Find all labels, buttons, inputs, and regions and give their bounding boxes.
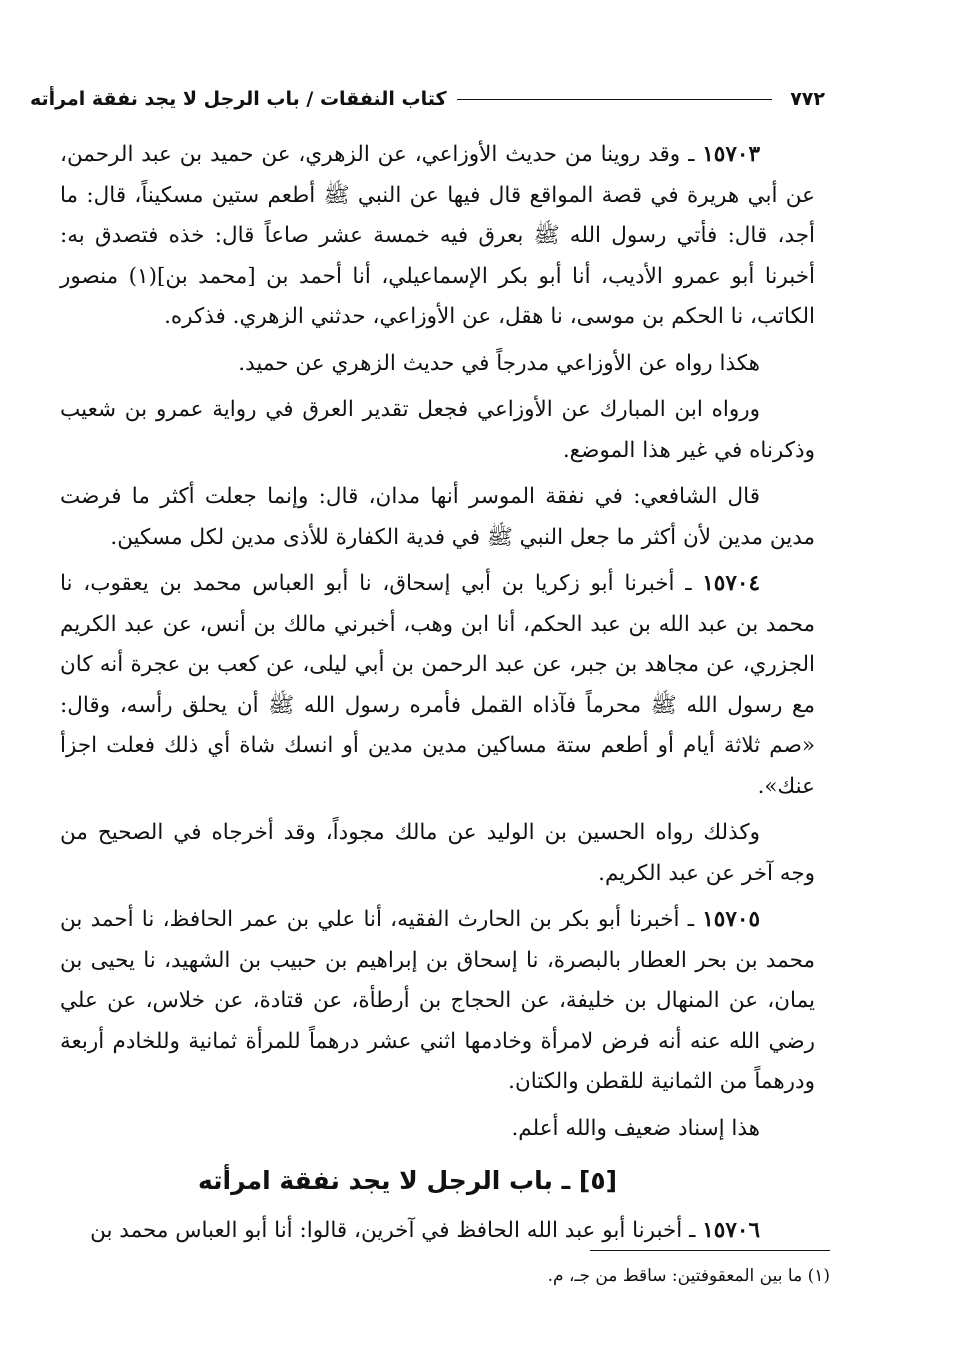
chapter-title: كتاب النفقات / باب الرجل لا يجد نفقة امرأته: [30, 88, 447, 110]
hadith-number: ١٥٧٠٦: [702, 1218, 760, 1243]
hadith-text: ـ أخبرنا أبو عبد الله الحافظ في آخرين، قالوا: أنا أبو العباس محمد بن: [90, 1218, 703, 1243]
header-rule: [457, 99, 773, 100]
hadith-15704: [60, 564, 815, 807]
page-number: ٧٧٢: [790, 88, 825, 110]
section-heading: [٥] ـ باب الرجل لا يجد نفقة امرأته: [197, 1166, 618, 1195]
commentary-paragraph: هكذا رواه عن الأوزاعي مدرجاً في حديث الزهري عن حميد.: [238, 350, 760, 376]
hadith-text: ـ أخبرنا أبو زكريا بن أبي إسحاق، نا أبو العباس محمد بن يعقوب، نا محمد بن عبد الله بن عبد الحكم، أنا ابن وهب، أخبرني مالك بن أنس، عن عبد الكريم الجزري، عن مجاهد بن جبر، عن عبد الرحمن بن أبي ليلى، عن كعب بن عجرة أنه كان مع رسول الله ﷺ محرماً فآذاه القمل فأمره رسول الله ﷺ أن يحلق رأسه، وقال: «صم ثلاثة أيام أو أطعم ستة مساكين مدين مدين أو انسك شاة أي ذلك فعلت اجزأ عنك».: [60, 571, 815, 799]
hadith-15706: [60, 1211, 815, 1252]
running-header: [30, 82, 825, 116]
hadith-text: ـ أخبرنا أبو بكر بن الحارث الفقيه، أنا علي بن عمر الحافظ، نا أحمد بن محمد بن بحر العطار بالبصرة، نا إسحاق بن إبراهيم بن حبيب بن الشهيد، نا يحيى بن يمان، عن المنهال بن خليفة، عن الحجاج بن أرطأة، عن قتادة، عن خلاس، عن علي رضي الله عنه أنه فرض لامرأة وخادمها اثني عشر درهماً للمرأة ثمانية وللخادم أربعة ودرهماً من الثمانية للقطن والكتان.: [60, 907, 815, 1094]
footnote-divider: [590, 1250, 830, 1251]
commentary-paragraph: قال الشافعي: في نفقة الموسر أنها مدان، قال: وإنما جعلت أكثر ما فرضت مدين مدين لأن أكثر ما جعل النبي ﷺ في فدية الكفارة للأذى مدين لكل مسكين.: [60, 484, 815, 550]
footnote: (١) ما بين المعقوفتين: ساقط من جـ، م.: [547, 1266, 830, 1286]
hadith-15705: [60, 900, 815, 1103]
hadith-number: ١٥٧٠٣: [702, 142, 760, 167]
commentary-paragraph: وكذلك رواه الحسين بن الوليد عن مالك مجوداً، وقد أخرجاه في الصحيح من وجه آخر عن عبد الكريم.: [60, 820, 815, 886]
hadith-number: ١٥٧٠٥: [702, 907, 760, 932]
commentary-paragraph: ورواه ابن المبارك عن الأوزاعي فجعل تقدير العرق في رواية عمرو بن شعيب وذكرناه في غير هذا الموضع.: [60, 397, 815, 463]
page-body: [60, 135, 815, 1258]
hadith-number: ١٥٧٠٤: [702, 571, 760, 596]
hadith-text: ـ وقد روينا من حديث الأوزاعي، عن الزهري، عن حميد بن عبد الرحمن، عن أبي هريرة في قصة المواقع قال فيها عن النبي ﷺ أطعم ستين مسكيناً، قال: ما أجد، قال: فأتي رسول الله ﷺ بعرق فيه خمسة عشر صاعاً قال: خذه فتصدق به: أخبرنا أبو عمرو الأديب، أنا أبو بكر الإسماعيلي، أنا أحمد بن [محمد بن](١) منصور الكاتب، نا الحكم بن موسى، نا هقل، عن الأوزاعي، حدثني الزهري. فذكره.: [60, 142, 815, 329]
hadith-15703: [60, 135, 815, 338]
commentary-paragraph: هذا إسناد ضعيف والله أعلم.: [511, 1115, 760, 1141]
